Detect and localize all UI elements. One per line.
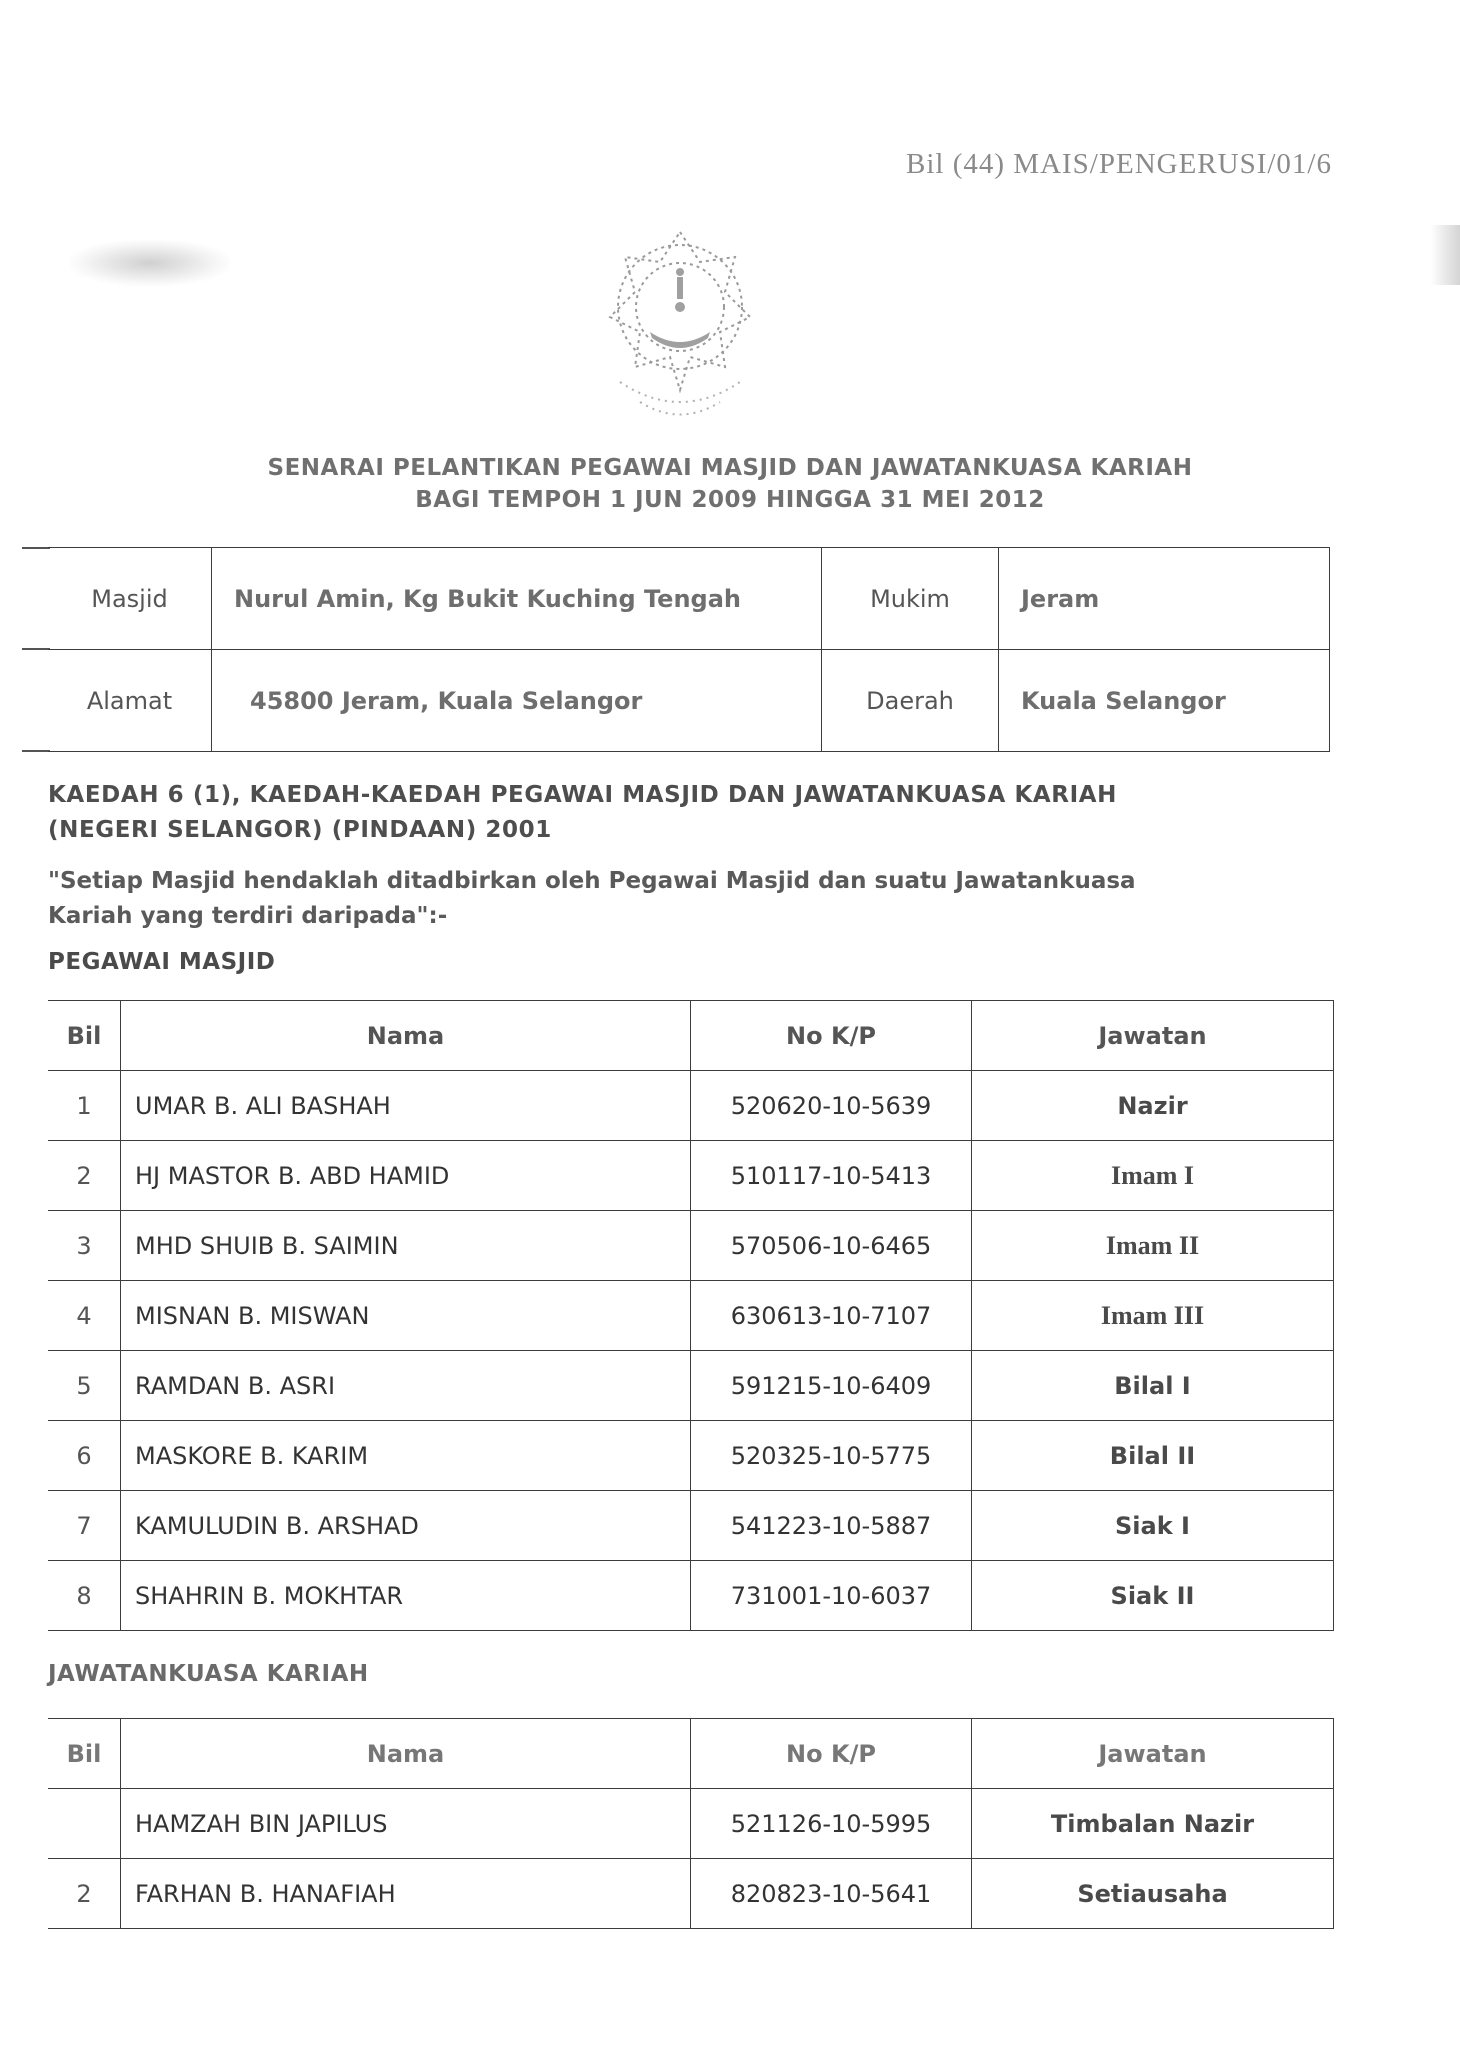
row-number: 7 <box>48 1491 121 1561</box>
header-nama: Nama <box>121 1001 691 1071</box>
regulation-quote <box>48 864 1308 934</box>
row-ic-number: 570506-10-6465 <box>691 1211 972 1281</box>
mukim-label: Mukim <box>822 548 999 650</box>
row-position: Bilal I <box>972 1351 1334 1421</box>
table-row <box>48 1561 1334 1631</box>
row-name: HAMZAH BIN JAPILUS <box>121 1789 691 1859</box>
quote-line-2: Kariah yang terdiri daripada":- <box>48 903 448 929</box>
section-heading-jawatankuasa: JAWATANKUASA KARIAH <box>48 1661 369 1687</box>
row-number: 5 <box>48 1351 121 1421</box>
row-position: Siak I <box>972 1491 1334 1561</box>
masjid-value: Nurul Amin, Kg Bukit Kuching Tengah <box>212 548 822 650</box>
row-number: 1 <box>48 1071 121 1141</box>
alamat-value: 45800 Jeram, Kuala Selangor <box>212 650 822 752</box>
table-row <box>48 1071 1334 1141</box>
regulation-citation <box>48 778 1308 848</box>
row-position: Imam III <box>972 1281 1334 1351</box>
row-number: 3 <box>48 1211 121 1281</box>
row-position: Siak II <box>972 1561 1334 1631</box>
row-ic-number: 510117-10-5413 <box>691 1141 972 1211</box>
regulation-line-2: (NEGERI SELANGOR) (PINDAAN) 2001 <box>48 817 552 843</box>
margin-rule <box>22 648 50 650</box>
redacted-stamp <box>70 240 230 286</box>
table-row <box>48 1859 1334 1929</box>
reference-number: Bil (44) MAIS/PENGERUSI/01/6 <box>906 148 1332 180</box>
table-row <box>48 1789 1334 1859</box>
row-name: MHD SHUIB B. SAIMIN <box>121 1211 691 1281</box>
row-number: 2 <box>48 1859 121 1929</box>
masjid-label: Masjid <box>48 548 212 650</box>
row-number: 6 <box>48 1421 121 1491</box>
row-number <box>48 1789 121 1859</box>
jawatankuasa-kariah-table <box>48 1718 1334 1929</box>
daerah-label: Daerah <box>822 650 999 752</box>
alamat-row <box>48 650 1330 752</box>
row-position: Timbalan Nazir <box>972 1789 1334 1859</box>
table-row <box>48 1421 1334 1491</box>
row-name: MISNAN B. MISWAN <box>121 1281 691 1351</box>
regulation-line-1: KAEDAH 6 (1), KAEDAH-KAEDAH PEGAWAI MASJID DAN JAWATANKUASA KARIAH <box>48 782 1118 808</box>
row-number: 2 <box>48 1141 121 1211</box>
row-number: 4 <box>48 1281 121 1351</box>
document-title: SENARAI PELANTIKAN PEGAWAI MASJID DAN JAWATANKUASA KARIAH <box>267 455 1193 481</box>
pegawai-masjid-table <box>48 1000 1334 1631</box>
document-subtitle-period: BAGI TEMPOH 1 JUN 2009 HINGGA 31 MEI 2012 <box>415 487 1045 513</box>
row-position: Imam II <box>972 1211 1334 1281</box>
row-ic-number: 731001-10-6037 <box>691 1561 972 1631</box>
header-kp: No K/P <box>691 1001 972 1071</box>
row-ic-number: 521126-10-5995 <box>691 1789 972 1859</box>
row-ic-number: 630613-10-7107 <box>691 1281 972 1351</box>
masjid-row <box>48 548 1330 650</box>
row-name: HJ MASTOR B. ABD HAMID <box>121 1141 691 1211</box>
table-row <box>48 1351 1334 1421</box>
row-ic-number: 541223-10-5887 <box>691 1491 972 1561</box>
table-row <box>48 1281 1334 1351</box>
row-position: Nazir <box>972 1071 1334 1141</box>
row-position: Imam I <box>972 1141 1334 1211</box>
table-row <box>48 1141 1334 1211</box>
row-name: SHAHRIN B. MOKHTAR <box>121 1561 691 1631</box>
header-jawatan: Jawatan <box>972 1001 1334 1071</box>
row-ic-number: 520620-10-5639 <box>691 1071 972 1141</box>
row-name: RAMDAN B. ASRI <box>121 1351 691 1421</box>
row-ic-number: 520325-10-5775 <box>691 1421 972 1491</box>
header-bil: Bil <box>48 1001 121 1071</box>
mukim-value: Jeram <box>999 548 1330 650</box>
row-ic-number: 591215-10-6409 <box>691 1351 972 1421</box>
quote-line-1: "Setiap Masjid hendaklah ditadbirkan oleh Pegawai Masjid dan suatu Jawatankuasa <box>48 868 1136 894</box>
header-kp: No K/P <box>691 1719 972 1789</box>
row-name: FARHAN B. HANAFIAH <box>121 1859 691 1929</box>
selangor-crest-emblem-icon <box>580 212 780 432</box>
row-name: KAMULUDIN B. ARSHAD <box>121 1491 691 1561</box>
mosque-info-table <box>48 547 1330 752</box>
row-position: Setiausaha <box>972 1859 1334 1929</box>
table-row <box>48 1491 1334 1561</box>
row-number: 8 <box>48 1561 121 1631</box>
row-position: Bilal II <box>972 1421 1334 1491</box>
row-ic-number: 820823-10-5641 <box>691 1859 972 1929</box>
table-header-row <box>48 1001 1334 1071</box>
margin-rule <box>22 750 50 752</box>
header-bil: Bil <box>48 1719 121 1789</box>
scan-smudge <box>1430 225 1460 285</box>
margin-rule <box>22 547 50 549</box>
row-name: UMAR B. ALI BASHAH <box>121 1071 691 1141</box>
daerah-value: Kuala Selangor <box>999 650 1330 752</box>
section-heading-pegawai: PEGAWAI MASJID <box>48 949 276 975</box>
table-header-row <box>48 1719 1334 1789</box>
row-name: MASKORE B. KARIM <box>121 1421 691 1491</box>
alamat-label: Alamat <box>48 650 212 752</box>
header-jawatan: Jawatan <box>972 1719 1334 1789</box>
header-nama: Nama <box>121 1719 691 1789</box>
table-row <box>48 1211 1334 1281</box>
